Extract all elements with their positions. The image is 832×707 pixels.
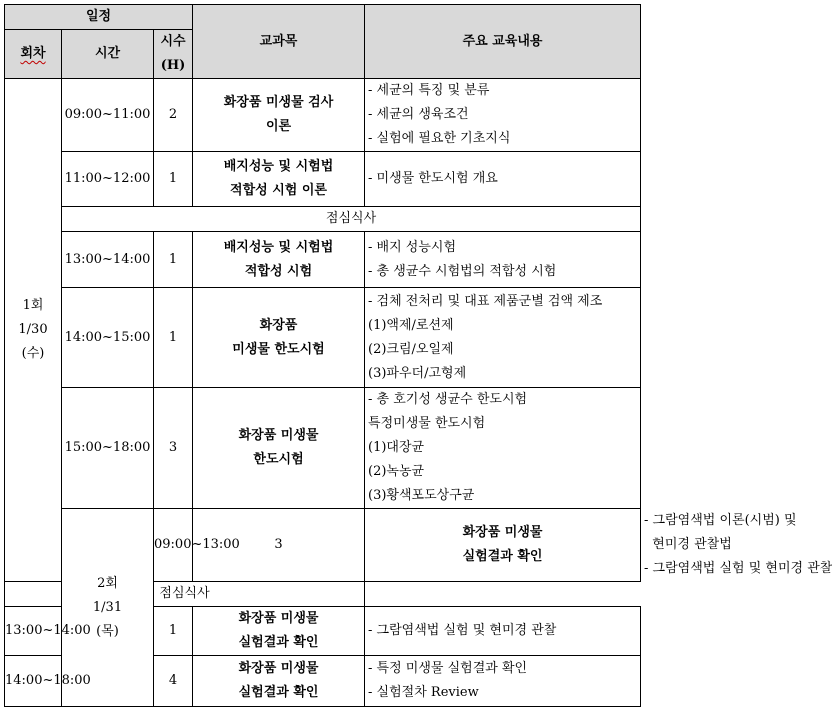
content-cell: - 배지 성능시험 - 총 생균수 시험법의 적합성 시험 bbox=[365, 232, 641, 288]
subject-cell: 화장품 미생물 실험결과 확인 bbox=[365, 509, 641, 582]
header-content: 주요 교육내용 bbox=[365, 5, 641, 79]
session-label: 2회 1/31 (목) bbox=[62, 509, 154, 707]
subject-cell: 배지성능 및 시험법 적합성 시험 bbox=[193, 232, 365, 288]
time-cell: 14:00~15:00 bbox=[62, 288, 154, 388]
subject-cell: 화장품 미생물 한도시험 bbox=[193, 388, 365, 509]
table-row bbox=[5, 152, 641, 207]
table-row bbox=[5, 79, 641, 152]
table-row bbox=[5, 288, 641, 388]
session-label: 1회 1/30 (수) bbox=[5, 79, 62, 582]
hours-cell: 1 bbox=[154, 288, 193, 388]
table-row: 2회 1/31 (목) 09:00~13:00 3 화장품 미생물 실험결과 확인 - 그람염색법 이론(시범) 및 현미경 관찰법 - 그람염색법 실험 및 현미경 관찰 bbox=[5, 509, 641, 582]
time-cell: 14:00~18:00 bbox=[5, 656, 62, 707]
content-cell: - 특정 미생물 실험결과 확인 - 실험절차 Review bbox=[365, 656, 641, 707]
hours-cell: 1 bbox=[154, 152, 193, 207]
lunch-row: 점심식사 bbox=[62, 207, 641, 232]
header-subject: 교과목 bbox=[193, 5, 365, 79]
subject-cell: 화장품 미생물 실험결과 확인 bbox=[193, 656, 365, 707]
subject-cell: 배지성능 및 시험법 적합성 시험 이론 bbox=[193, 152, 365, 207]
time-cell: 13:00~14:00 bbox=[62, 232, 154, 288]
hours-cell: 3 bbox=[154, 388, 193, 509]
content-cell: - 총 호기성 생균수 한도시험 특정미생물 한도시험 (1)대장균 (2)녹농균 (3)황색포도상구균 bbox=[365, 388, 641, 509]
table-row bbox=[5, 388, 641, 509]
header-schedule: 일정 bbox=[5, 5, 193, 30]
time-cell: 11:00~12:00 bbox=[62, 152, 154, 207]
hours-cell: 3 bbox=[193, 509, 365, 582]
content-cell: - 세균의 특징 및 분류 - 세균의 생육조건 - 실험에 필요한 기초지식 bbox=[365, 79, 641, 152]
lunch-row: 점심식사 bbox=[5, 582, 365, 607]
hours-cell: 1 bbox=[154, 232, 193, 288]
hours-cell: 2 bbox=[154, 79, 193, 152]
table-row bbox=[5, 232, 641, 288]
time-cell: 09:00~11:00 bbox=[62, 79, 154, 152]
content-cell: - 그람염색법 실험 및 현미경 관찰 bbox=[365, 607, 641, 656]
header-session: 회차 bbox=[5, 30, 62, 79]
schedule-table bbox=[4, 4, 832, 707]
time-cell: 13:00~14:00 bbox=[5, 607, 62, 656]
header-hours: 시수 (H) bbox=[154, 30, 193, 79]
header-time: 시간 bbox=[62, 30, 154, 79]
hours-cell: 1 bbox=[154, 607, 193, 656]
subject-cell: 화장품 미생물 실험결과 확인 bbox=[193, 607, 365, 656]
time-cell: 09:00~13:00 bbox=[154, 509, 193, 582]
hours-cell: 4 bbox=[154, 656, 193, 707]
time-cell: 15:00~18:00 bbox=[62, 388, 154, 509]
content-cell: - 검체 전처리 및 대표 제품군별 검액 제조 (1)액제/로션제 (2)크림/오일제 (3)파우더/고형제 bbox=[365, 288, 641, 388]
subject-cell: 화장품 미생물 검사 이론 bbox=[193, 79, 365, 152]
content-cell: - 미생물 한도시험 개요 bbox=[365, 152, 641, 207]
subject-cell: 화장품 미생물 한도시험 bbox=[193, 288, 365, 388]
